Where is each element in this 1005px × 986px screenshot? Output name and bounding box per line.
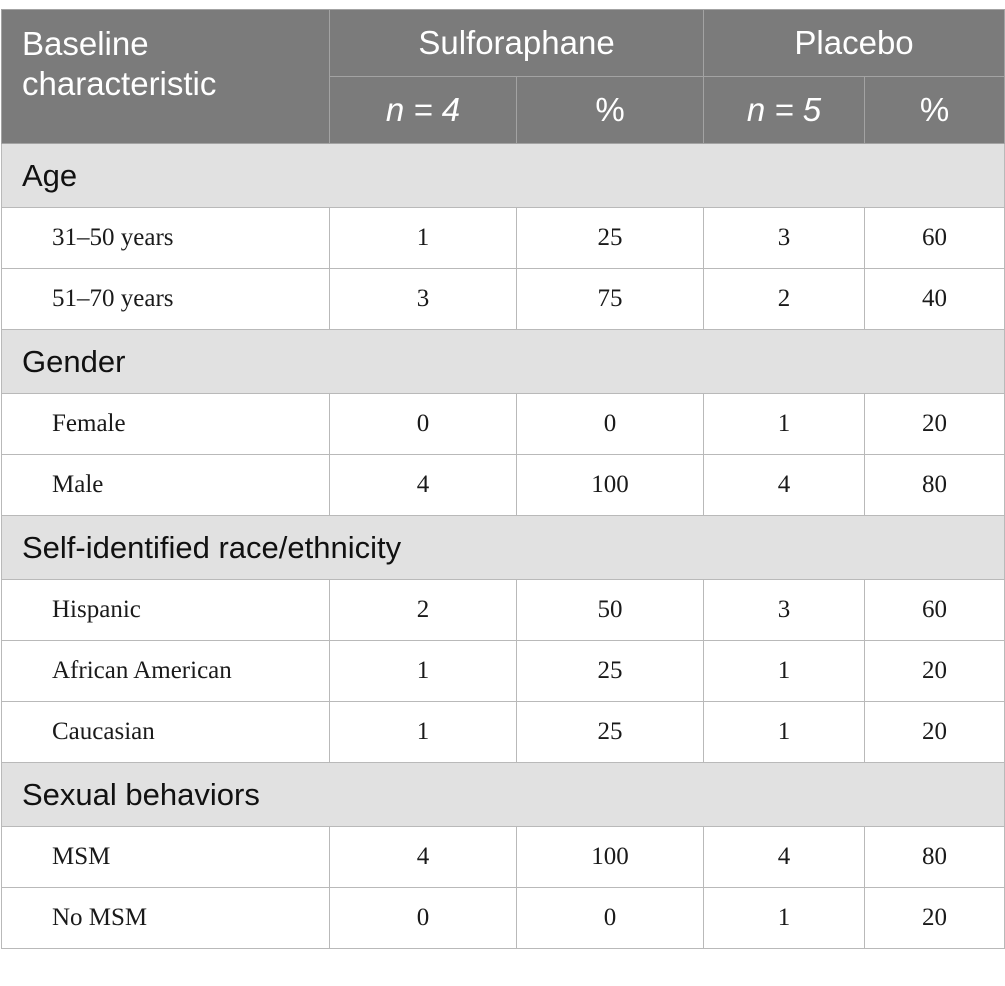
sulforaphane-percent-cell: 100: [517, 455, 704, 516]
placebo-n-cell: 1: [704, 702, 865, 763]
sulforaphane-n-cell: 4: [330, 455, 517, 516]
header-sulforaphane-n: n = 4: [330, 77, 517, 144]
sulforaphane-n-cell: 3: [330, 269, 517, 330]
table-row: [2, 888, 1005, 949]
placebo-n-cell: 2: [704, 269, 865, 330]
sulforaphane-percent-cell: 50: [517, 580, 704, 641]
header-corner-line2: characteristic: [22, 65, 217, 102]
section-row: [2, 330, 1005, 394]
section-row: [2, 144, 1005, 208]
sulforaphane-percent-cell: 75: [517, 269, 704, 330]
row-label: Caucasian: [2, 702, 330, 763]
table-row: [2, 269, 1005, 330]
sulforaphane-n-cell: 0: [330, 888, 517, 949]
placebo-n-cell: 4: [704, 455, 865, 516]
placebo-n-cell: 3: [704, 580, 865, 641]
row-label: African American: [2, 641, 330, 702]
sulforaphane-n-cell: 1: [330, 208, 517, 269]
placebo-percent-cell: 20: [865, 394, 1005, 455]
header-placebo-n: n = 5: [704, 77, 865, 144]
placebo-percent-cell: 20: [865, 641, 1005, 702]
sulforaphane-n-cell: 1: [330, 702, 517, 763]
sulforaphane-percent-cell: 100: [517, 827, 704, 888]
placebo-n-cell: 4: [704, 827, 865, 888]
sulforaphane-percent-cell: 0: [517, 888, 704, 949]
row-label: Male: [2, 455, 330, 516]
baseline-characteristics-table: [1, 9, 1005, 949]
row-label: 31–50 years: [2, 208, 330, 269]
table-row: [2, 702, 1005, 763]
table-row: [2, 394, 1005, 455]
placebo-n-cell: 1: [704, 394, 865, 455]
sulforaphane-percent-cell: 25: [517, 208, 704, 269]
table-row: [2, 580, 1005, 641]
placebo-percent-cell: 60: [865, 580, 1005, 641]
table-header: [2, 10, 1005, 144]
sulforaphane-percent-cell: 25: [517, 702, 704, 763]
placebo-n-cell: 3: [704, 208, 865, 269]
placebo-percent-cell: 40: [865, 269, 1005, 330]
header-corner-line1: Baseline: [22, 25, 149, 62]
sulforaphane-n-cell: 0: [330, 394, 517, 455]
sulforaphane-n-cell: 2: [330, 580, 517, 641]
table-row: [2, 827, 1005, 888]
row-label: 51–70 years: [2, 269, 330, 330]
sulforaphane-percent-cell: 0: [517, 394, 704, 455]
row-label: No MSM: [2, 888, 330, 949]
header-baseline-characteristic: [2, 10, 330, 144]
section-title: Self-identified race/ethnicity: [2, 516, 1005, 580]
placebo-n-cell: 1: [704, 888, 865, 949]
header-sulforaphane-percent: %: [517, 77, 704, 144]
placebo-percent-cell: 20: [865, 702, 1005, 763]
row-label: MSM: [2, 827, 330, 888]
placebo-percent-cell: 80: [865, 827, 1005, 888]
section-row: [2, 763, 1005, 827]
section-row: [2, 516, 1005, 580]
sulforaphane-n-cell: 4: [330, 827, 517, 888]
placebo-percent-cell: 80: [865, 455, 1005, 516]
header-placebo-percent: %: [865, 77, 1005, 144]
placebo-percent-cell: 20: [865, 888, 1005, 949]
table-row: [2, 455, 1005, 516]
section-title: Gender: [2, 330, 1005, 394]
sulforaphane-percent-cell: 25: [517, 641, 704, 702]
table-body: [2, 144, 1005, 949]
header-group-sulforaphane: Sulforaphane: [330, 10, 704, 77]
sulforaphane-n-cell: 1: [330, 641, 517, 702]
row-label: Hispanic: [2, 580, 330, 641]
row-label: Female: [2, 394, 330, 455]
section-title: Sexual behaviors: [2, 763, 1005, 827]
table-row: [2, 208, 1005, 269]
table-row: [2, 641, 1005, 702]
header-group-placebo: Placebo: [704, 10, 1005, 77]
section-title: Age: [2, 144, 1005, 208]
placebo-percent-cell: 60: [865, 208, 1005, 269]
placebo-n-cell: 1: [704, 641, 865, 702]
